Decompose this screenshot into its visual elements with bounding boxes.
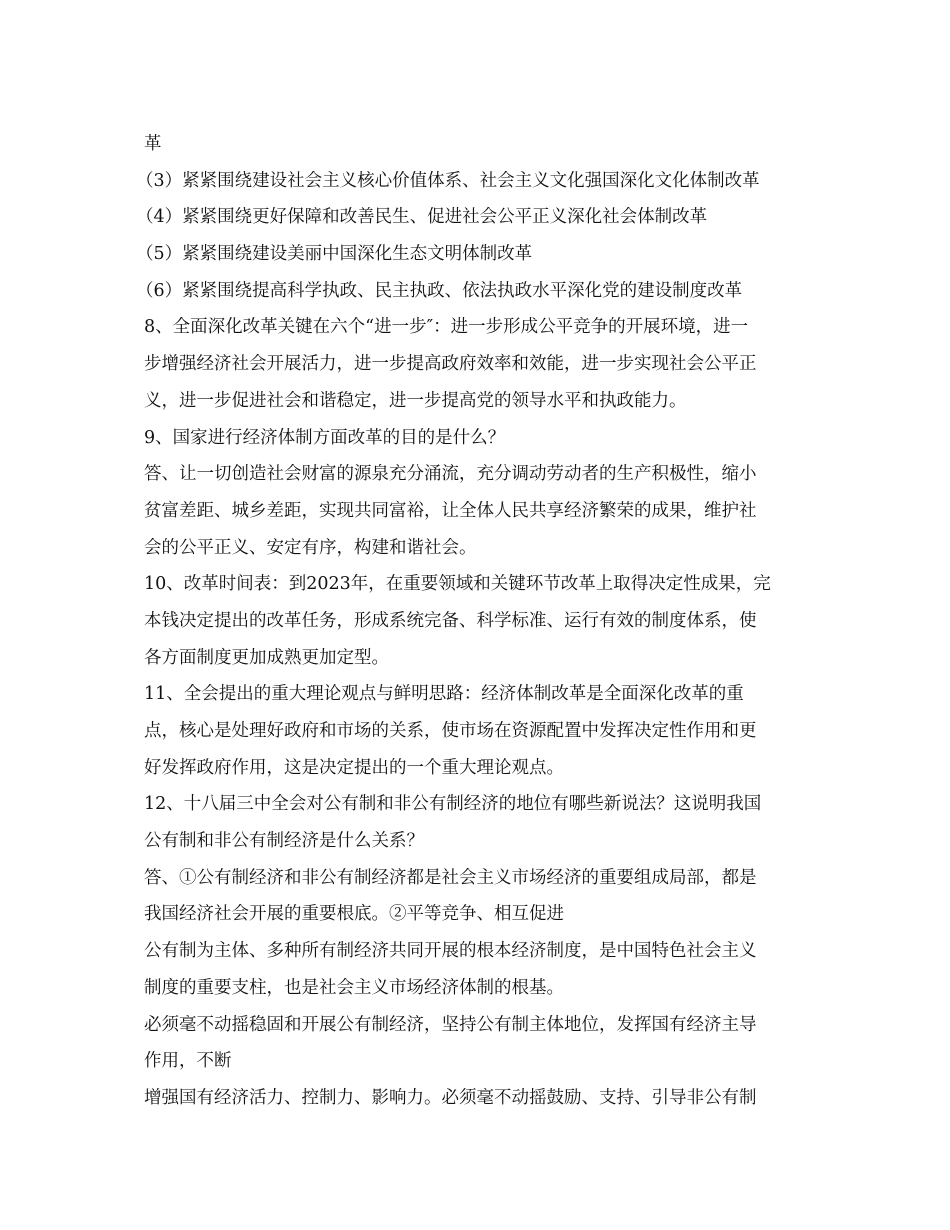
text-line: 答、①公有制经济和非公有制经济都是社会主义市场经济的重要组成局部，都是 <box>144 867 757 888</box>
text-line: （5）紧紧围绕建设美丽中国深化生态文明体制改革 <box>136 244 533 265</box>
text-line: 步增强经济社会开展活力，进一步提高政府效率和效能，进一步实现社会公平正 <box>144 354 757 375</box>
text-line: 公有制和非公有制经济是什么关系？ <box>144 831 424 852</box>
text-line: 9、国家进行经济体制方面改革的目的是什么？ <box>144 427 506 448</box>
text-line: 点，核心是处理好政府和市场的关系，使市场在资源配置中发挥决定性作用和更 <box>144 721 757 741</box>
text-line: 作用，不断 <box>144 1051 232 1072</box>
text-line: 8、全面深化改革关键在六个“进一步″：进一步形成公平竞争的开展环境，进一 <box>144 317 749 338</box>
text-line: 本钱决定提出的改革任务，形成系统完备、科学标准、运行有效的制度体系，使 <box>144 610 757 631</box>
text-line: 好发挥政府作用，这是决定提出的一个重大理论观点。 <box>144 757 564 778</box>
text-line: 12、十八届三中全会对公有制和非公有制经济的地位有哪些新说法？这说明我国 <box>144 794 762 815</box>
text-line: 答、让一切创造社会财富的源泉充分涌流，充分调动劳动者的生产积极性，缩小 <box>144 464 757 485</box>
text-line: （4）紧紧围绕更好保障和改善民生、促进社会公平正义深化社会体制改革 <box>136 207 708 228</box>
text-line: （6）紧紧围绕提高科学执政、民主执政、依法执政水平深化党的建设制度改革 <box>136 280 743 301</box>
text-line: 10、改革时间表：到2023年，在重要领域和关键环节改革上取得决定性成果，完 <box>144 574 771 595</box>
text-line: 11、全会提出的重大理论观点与鲜明思路：经济体制改革是全面深化改革的重 <box>144 684 744 705</box>
text-line: 我国经济社会开展的重要根底。②平等竞争、相互促进 <box>144 904 564 925</box>
text-line: 必须毫不动摇稳固和开展公有制经济，坚持公有制主体地位，发挥国有经济主导 <box>144 1014 757 1035</box>
text-line: 会的公平正义、安定有序，构建和谐社会。 <box>144 537 477 558</box>
text-line: 各方面制度更加成熟更加定型。 <box>144 647 389 668</box>
text-line: 制度的重要支柱，也是社会主义市场经济体制的根基。 <box>144 977 564 998</box>
text-line: 公有制为主体、多种所有制经济共同开展的根本经济制度，是中国特色社会主义 <box>144 941 757 962</box>
text-line: 贫富差距、城乡差距，实现共同富裕，让全体人民共享经济繁荣的成果，维护社 <box>144 500 757 521</box>
document-body <box>136 126 814 1117</box>
text-line: 革 <box>144 134 162 154</box>
text-line: 增强国有经济活力、控制力、影响力。必须毫不动摇鼓励、支持、引导非公有制 <box>144 1087 757 1108</box>
text-line: 义，进一步促进社会和谐稳定，进一步提高党的领导水平和执政能力。 <box>144 390 687 411</box>
text-line: （3）紧紧围绕建设社会主义核心价值体系、社会主义文化强国深化文化体制改革 <box>136 170 760 191</box>
